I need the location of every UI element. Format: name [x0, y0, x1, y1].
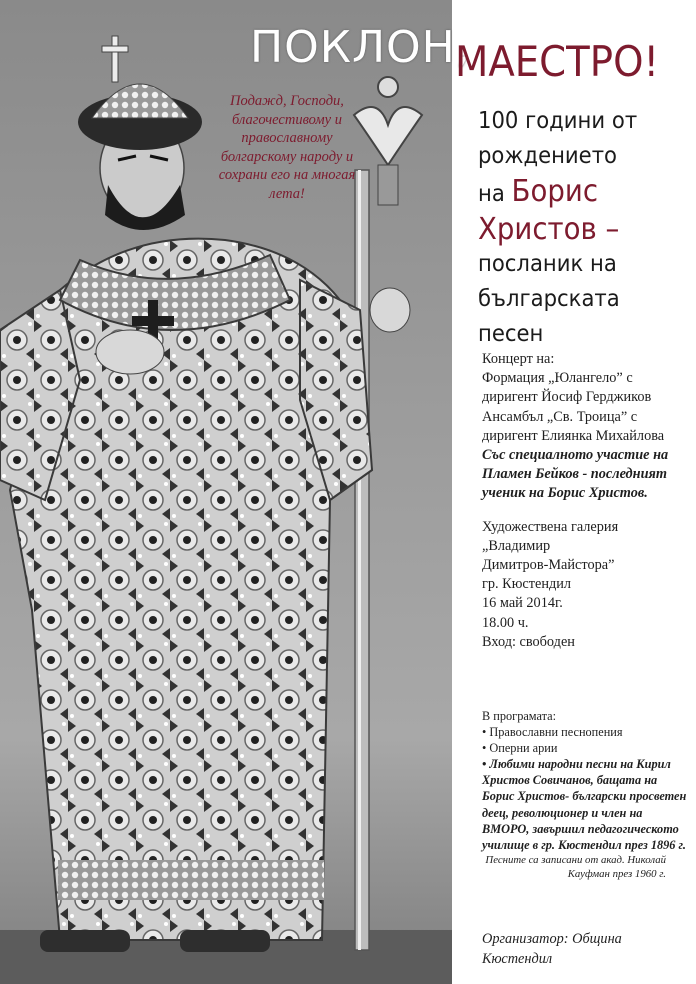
- venue-city: гр. Кюстендил: [482, 576, 572, 593]
- prayer-text: Подажд, Господи, благочестивому и православному болгарскому народу и сохрани его на многая лета!: [218, 93, 356, 202]
- program-item-3: • Любими народни песни на Кирил Христов Совичанов, бащата на Борис Христов- български просветен деец, революционер и член на ВМОРО, завършил педагогическото училище в гр. Кюстендил през 1896 г.: [482, 757, 687, 852]
- concert-label: Концерт на:: [482, 351, 555, 367]
- headline-part-2: МАЕСТРО!: [455, 37, 659, 86]
- venue-line-2: „Владимир: [482, 537, 551, 554]
- venue-line-3: Димитров-Майстора”: [482, 557, 615, 574]
- subtitle-name-first: Борис: [511, 174, 599, 209]
- program-item-1: • Православни песнопения: [482, 725, 623, 740]
- subtitle-line-6: българската: [478, 286, 620, 312]
- headline: [250, 20, 696, 90]
- program-item-2: • Оперни арии: [482, 741, 558, 756]
- venue-line-1: Художествена галерия: [482, 518, 619, 535]
- special-guest-text: Със специалното участие на Пламен Бейков - последният ученик на Борис Христов.: [482, 447, 669, 502]
- subtitle-line-3: [478, 174, 675, 212]
- organizer-text: Организатор: Община Кюстендил: [482, 931, 622, 967]
- program: [482, 708, 690, 882]
- subtitle: [478, 104, 675, 352]
- subtitle-line-5: посланик на: [478, 251, 617, 277]
- concert-info: [482, 350, 688, 652]
- subtitle-line-2: рождението: [478, 143, 617, 169]
- subtitle-line-7: песен: [478, 321, 544, 347]
- subtitle-prefix: на: [478, 181, 505, 207]
- entry-text: Вход: свободен: [482, 633, 575, 650]
- formation-text: Формация „Юлангело” с диригент Йосиф Герджиков: [482, 370, 652, 406]
- program-label: В програмата:: [482, 709, 557, 723]
- event-date: 16 май 2014г.: [482, 595, 563, 612]
- subtitle-name-last: Христов –: [478, 212, 620, 247]
- ensemble-text: Ансамбъл „Св. Троица” с диригент Елиянка Михайлова: [482, 408, 665, 444]
- event-time: 18.00 ч.: [482, 614, 529, 631]
- subtitle-line-1: 100 години от: [478, 108, 638, 134]
- headline-part-1: ПОКЛОН,: [250, 22, 471, 73]
- program-note: Песните са записани от акад. Николай Кауфман през 1960 г.: [485, 853, 666, 881]
